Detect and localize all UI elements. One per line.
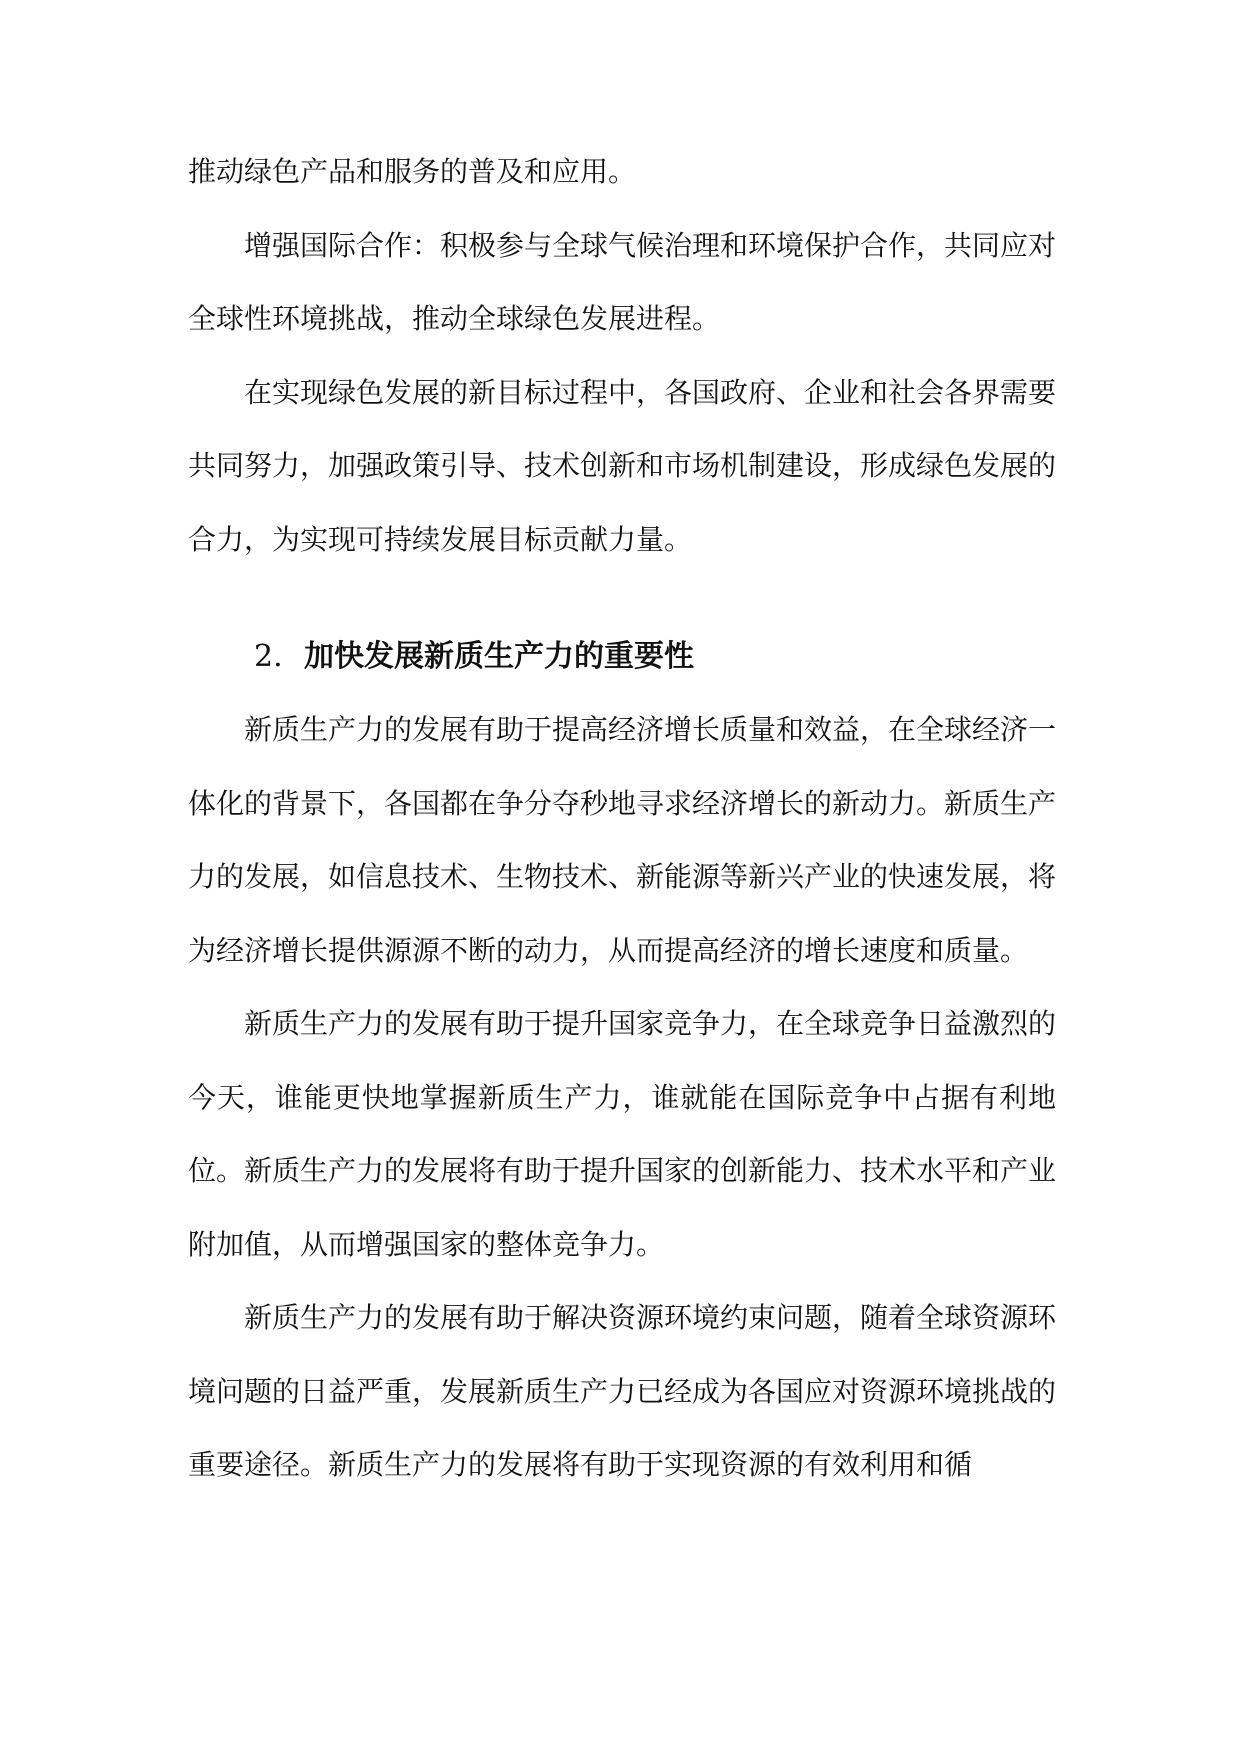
section-number: 2. [254,639,283,674]
paragraph-economic-growth: 新质生产力的发展有助于提高经济增长质量和效益，在全球经济一体化的背景下，各国都在争分夺秒地寻求经济增长的新动力。新质生产力的发展，如信息技术、生物技术、新能源等新兴产业的快速发展，将为经济增长提供源源不断的动力，从而提高经济的增长速度和质量。 [188,713,1057,967]
document-page [188,135,1056,1502]
paragraph-green-development-summary: 在实现绿色发展的新目标过程中，各国政府、企业和社会各界需要共同努力，加强政策引导、技术创新和市场机制建设，形成绿色发展的合力，为实现可持续发展目标贡献力量。 [188,375,1057,556]
paragraph-resource-environment: 新质生产力的发展有助于解决资源环境约束问题，随着全球资源环境问题的日益严重，发展新质生产力已经成为各国应对资源环境挑战的重要途径。新质生产力的发展将有助于实现资源的有效利用和循 [188,1301,1057,1481]
paragraph-international-cooperation: 增强国际合作：积极参与全球气候治理和环境保护合作，共同应对全球性环境挑战，推动全球绿色发展进程。 [188,228,1057,335]
section-title: 加快发展新质生产力的重要性 [304,639,694,674]
section-spacer [188,576,1056,620]
paragraph-continuation: 推动绿色产品和服务的普及和应用。 [188,155,637,188]
section-heading [188,620,1056,693]
paragraph-national-competitiveness: 新质生产力的发展有助于提升国家竞争力，在全球竞争日益激烈的今天，谁能更快地掌握新质生产力，谁就能在国际竞争中占据有利地位。新质生产力的发展将有助于提升国家的创新能力、技术水平和产业附加值，从而增强国家的整体竞争力。 [188,1007,1057,1261]
